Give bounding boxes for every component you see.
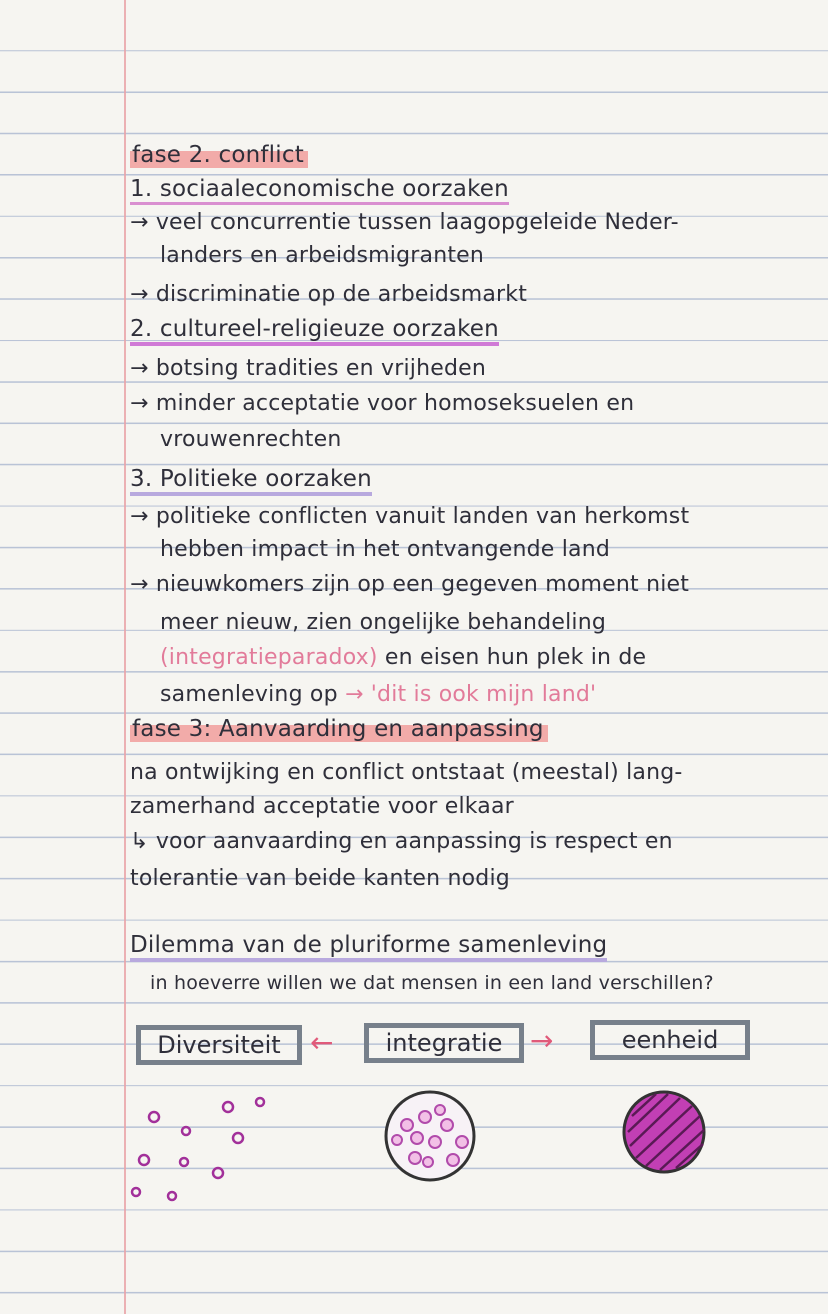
s3-bullet2-line4: samenleving op → 'dit is ook mijn land': [160, 682, 597, 707]
arrow-right: →: [530, 1024, 554, 1057]
phase3-title: fase 3: Aanvaarding en aanpassing: [130, 716, 548, 742]
s1-bullet1-line2: landers en arbeidsmigranten: [160, 243, 485, 268]
scattered-dots: [132, 1098, 264, 1200]
integratie-circle: [386, 1092, 474, 1180]
integratie-box: integratie: [364, 1023, 524, 1063]
s3-bullet2-line2: meer nieuw, zien ongelijke behandeling: [160, 610, 607, 635]
arrow-left: ←: [310, 1026, 334, 1059]
s3-bullet2-line1: → nieuwkomers zijn op een gegeven moment niet: [130, 572, 690, 597]
phase2-title: fase 2. conflict: [130, 142, 308, 168]
phase3-line1: na ontwijking en conflict ontstaat (meestal) lang-: [130, 760, 683, 785]
phase3-line2: zamerhand acceptatie voor elkaar: [130, 794, 514, 819]
s2-title: 2. cultureel-religieuze oorzaken: [130, 316, 499, 342]
integratieparadox-term: (integratieparadox): [160, 645, 378, 670]
diagram-illustrations: [120, 1080, 800, 1230]
s3-bullet1-line1: → politieke conflicten vanuit landen van herkomst: [130, 504, 690, 529]
s2-bullet2-line2: vrouwenrechten: [160, 427, 342, 452]
s3-bullet1-line2: hebben impact in het ontvangende land: [160, 537, 611, 562]
dilemma-title: Dilemma van de pluriforme samenleving: [130, 932, 607, 958]
s1-bullet1-line1: → veel concurrentie tussen laagopgeleide Neder-: [130, 210, 679, 235]
phase3-line3: ↳ voor aanvaarding en aanpassing is respect en: [130, 829, 673, 854]
diversiteit-box: Diversiteit: [136, 1025, 302, 1065]
s2-bullet1: → botsing tradities en vrijheden: [130, 356, 486, 381]
s3-title: 3. Politieke oorzaken: [130, 466, 372, 492]
s3-bullet2-line3: (integratieparadox) en eisen hun plek in de: [160, 645, 647, 670]
s1-title: 1. sociaaleconomische oorzaken: [130, 176, 509, 202]
eenheid-circle: [624, 1092, 704, 1172]
quote-own-land: → 'dit is ook mijn land': [344, 682, 597, 707]
phase3-line4: tolerantie van beide kanten nodig: [130, 866, 510, 891]
dilemma-subtitle: in hoeverre willen we dat mensen in een land verschillen?: [150, 972, 714, 994]
eenheid-box: eenheid: [590, 1020, 750, 1060]
s1-bullet2: → discriminatie op de arbeidsmarkt: [130, 282, 528, 307]
s2-bullet2-line1: → minder acceptatie voor homoseksuelen en: [130, 391, 635, 416]
